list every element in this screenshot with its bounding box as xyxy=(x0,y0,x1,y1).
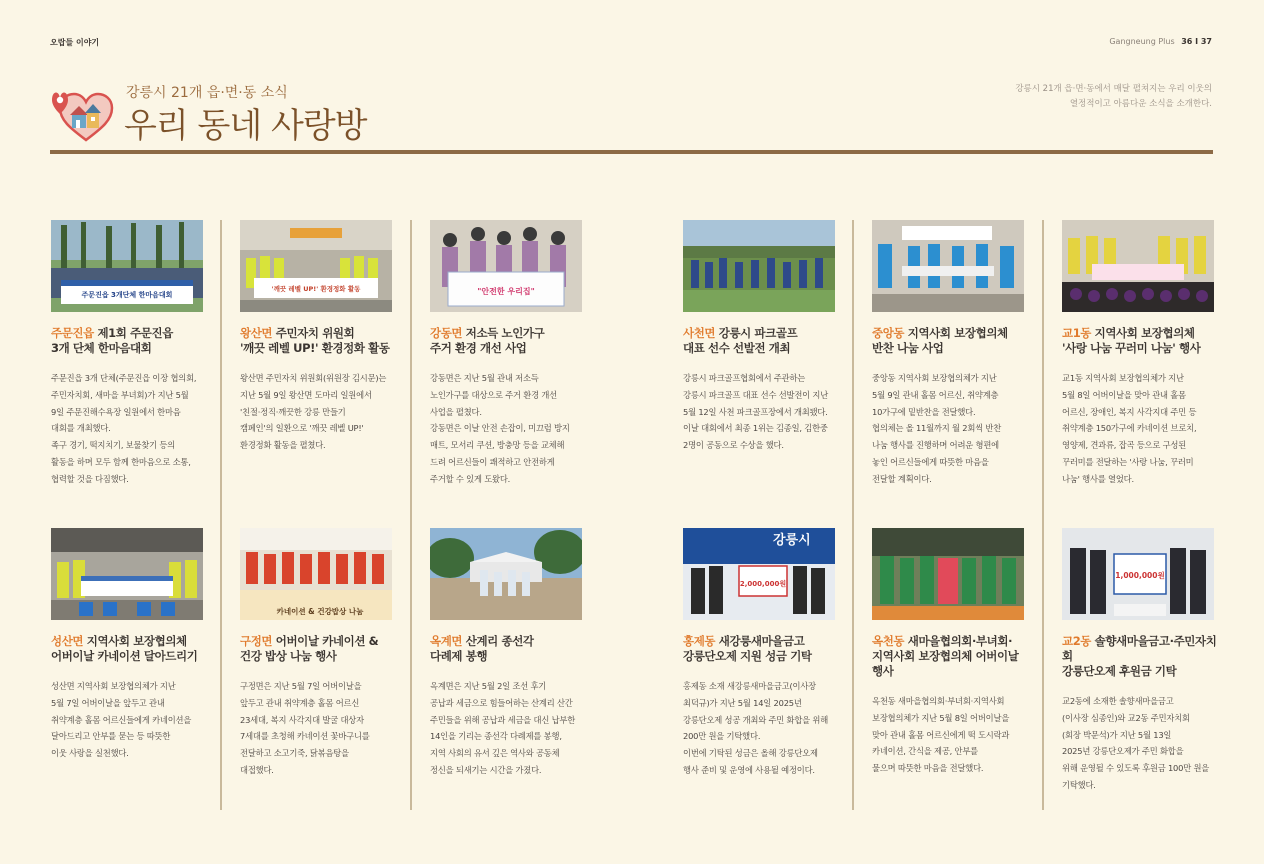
body-line: 지역 사회의 유서 깊은 역사와 공동체 xyxy=(430,748,560,759)
body-line: 강릉시 파크골프 대표 선수 선발전이 지난 xyxy=(683,389,829,400)
card-body xyxy=(430,370,585,488)
body-line: 사업을 펼쳤다. xyxy=(430,406,482,417)
body-line: 행사 준비 및 운영에 사용될 예정이다. xyxy=(683,764,815,775)
body-line: 기탁했다. xyxy=(1062,779,1096,790)
title-line: 산계리 종선각 xyxy=(465,634,534,648)
card-title xyxy=(683,634,838,664)
body-line: 2명이 공동으로 수상을 했다. xyxy=(683,440,784,451)
body-line: 이번에 기탁된 성금은 올해 강릉단오제 xyxy=(683,748,818,759)
card-title xyxy=(51,634,206,664)
card-body xyxy=(240,370,395,454)
news-card xyxy=(872,220,1027,488)
body-line: 맞아 관내 홀몸 어르신에게 떡 도시락과 xyxy=(872,729,1010,740)
body-line: 5월 9일 관내 홀몸 어르신, 취약계층 xyxy=(872,389,999,400)
body-line: 14인을 기리는 종선각 다례제를 봉행, xyxy=(430,731,562,742)
body-line: 옥천동 새마을협의회·부녀회·지역사회 xyxy=(872,696,1005,706)
news-photo xyxy=(430,220,582,312)
body-line: 강릉단오제 성공 개최와 주민 화합을 위해 xyxy=(683,714,829,725)
title-line: 주거 환경 개선 사업 xyxy=(430,341,527,355)
place-name: 교1동 xyxy=(1062,326,1092,340)
body-line: 노인가구를 대상으로 주거 환경 개선 xyxy=(430,389,557,400)
place-name: 옥천동 xyxy=(872,634,905,648)
card-body xyxy=(51,678,206,762)
title-line: 저소득 노인가구 xyxy=(465,326,545,340)
body-line: 주문진읍 3개 단체(주문진읍 이장 협의회, xyxy=(51,373,197,383)
body-line: 활동을 하며 모두 함께 한마음으로 소통, xyxy=(51,456,191,467)
title-line: 대표 선수 선발전 개최 xyxy=(683,341,791,355)
title-line: 새마을협의회·부녀회· xyxy=(907,634,1013,648)
title-line: 지역사회 보장협의체 xyxy=(86,634,187,648)
title-line: 어버이날 카네이션 & xyxy=(275,634,379,648)
place-name: 구정면 xyxy=(240,634,273,648)
news-card xyxy=(51,528,206,762)
card-body xyxy=(240,678,395,779)
intro-line: 강릉시 21개 읍·면·동에서 매달 펼쳐지는 우리 이웃의 xyxy=(1015,84,1212,94)
photo-city-text: 강릉시 xyxy=(773,533,811,548)
title-line: '깨끗 레벨 UP!' 환경정화 활동 xyxy=(240,341,390,355)
body-line: 꾸러미를 전달하는 '사랑 나눔, 꾸러미 xyxy=(1062,456,1194,467)
news-photo xyxy=(872,528,1024,620)
page-numbers: 36 I 37 xyxy=(1181,37,1212,46)
body-line: 중앙동 지역사회 보장협의체가 지난 xyxy=(872,373,997,383)
body-line: 왕산면 주민자치 위원회(위원장 김시문)는 xyxy=(240,373,387,383)
news-photo xyxy=(240,528,392,620)
body-line: 족구 경기, 떡지치기, 보물찾기 등의 xyxy=(51,440,176,451)
page-number-area xyxy=(1109,37,1212,46)
intro-line: 열정적이고 아름다운 소식을 소개한다. xyxy=(1069,99,1212,109)
title-line: 주민자치 위원회 xyxy=(275,326,355,340)
body-line: 카네이션, 간식을 제공, 안부를 xyxy=(872,746,978,757)
body-line: 강동면은 지난 5월 관내 저소득 xyxy=(430,373,539,383)
body-line: 이웃 사랑을 실천했다. xyxy=(51,748,129,759)
body-line: 전달하고 소고기죽, 닭볶음탕을 xyxy=(240,748,349,759)
body-line: (회장 박문석)가 지난 5월 13일 xyxy=(1062,729,1172,740)
card-title xyxy=(872,634,1027,679)
body-line: 9일 주문진해수욕장 일원에서 한마음 xyxy=(51,406,181,417)
body-line: 협력할 것을 다짐했다. xyxy=(51,473,129,484)
body-line: 드려 어르신들이 쾌적하고 안전하게 xyxy=(430,456,555,467)
card-title xyxy=(1062,326,1217,356)
title-line: 강릉단오제 지원 성금 기탁 xyxy=(683,649,812,663)
body-line: 대접했다. xyxy=(240,764,274,775)
card-body xyxy=(1062,370,1217,488)
body-line: 달아드리고 안부를 묻는 등 따뜻한 xyxy=(51,731,171,742)
news-photo xyxy=(1062,220,1214,312)
body-line: 5월 7일 어버이날을 앞두고 관내 xyxy=(51,697,165,708)
news-card xyxy=(51,220,206,488)
news-card xyxy=(1062,528,1217,794)
title-line: 지역사회 보장협의체 xyxy=(1094,326,1195,340)
body-line: 주민들을 위해 공납과 세금을 대신 납부한 xyxy=(430,714,576,725)
body-line: 성산면 지역사회 보장협의체가 지난 xyxy=(51,681,176,691)
news-card xyxy=(872,528,1027,777)
news-photo xyxy=(1062,528,1214,620)
body-line: 협의체는 올 11월까지 월 2회씩 반찬 xyxy=(872,423,1002,434)
body-line: 공납과 세금으로 힘들어하는 산계리 산간 xyxy=(430,697,573,708)
body-line: 5월 12일 사천 파크골프장에서 개최됐다. xyxy=(683,406,828,417)
title-line: 어버이날 카네이션 달아드리기 xyxy=(51,649,198,663)
card-body xyxy=(1062,693,1217,794)
title-line: 솔향새마을금고·주민자치회 xyxy=(1062,634,1217,663)
card-title xyxy=(430,634,585,664)
news-photo xyxy=(430,528,582,620)
body-line: 최덕규)가 지난 5월 14일 2025년 xyxy=(683,697,802,708)
body-line: 나눔 행사를 진행하며 어려운 형편에 xyxy=(872,440,999,451)
body-line: (이사장 심종인)와 교2동 주민자치회 xyxy=(1062,712,1190,723)
body-line: 주거할 수 있게 도왔다. xyxy=(430,473,511,484)
place-name: 왕산면 xyxy=(240,326,273,340)
news-card xyxy=(683,528,838,779)
body-line: 강동면은 이날 안전 손잡이, 미끄럼 방지 xyxy=(430,423,570,434)
photo-check-text: 1,000,000원 xyxy=(1115,571,1165,580)
card-body xyxy=(430,678,585,779)
column-divider xyxy=(220,220,222,810)
place-name: 홍제동 xyxy=(683,634,716,648)
body-line: 200만 원을 기탁했다. xyxy=(683,731,761,742)
place-name: 교2동 xyxy=(1062,634,1092,648)
body-line: 5월 8일 어버이날을 맞아 관내 홀몸 xyxy=(1062,389,1186,400)
title-divider xyxy=(50,150,1213,154)
photo-banner-text: 카네이션 & 건강밥상 나눔 xyxy=(276,607,364,616)
title-line: 새강릉새마을금고 xyxy=(718,634,805,648)
body-line: 교2동에 소재한 솔향새마을금고 xyxy=(1062,696,1174,706)
body-line: 캠페인'의 일환으로 '깨끗 레벨 UP!' xyxy=(240,423,364,434)
card-title xyxy=(240,326,395,356)
heart-house-icon xyxy=(50,84,116,144)
body-line: 취약계층 홀몸 어르신들에게 카네이션을 xyxy=(51,714,192,725)
place-name: 강동면 xyxy=(430,326,463,340)
photo-banner-text: '깨끗 레벨 UP!' 환경정화 활동 xyxy=(271,285,361,293)
body-line: 홍제동 소재 새강릉새마을금고(이사장 xyxy=(683,681,816,691)
news-photo xyxy=(683,220,835,312)
photo-banner-text: 주문진읍 3개단체 한마음대회 xyxy=(81,291,173,299)
news-card xyxy=(430,528,585,779)
news-photo xyxy=(240,220,392,312)
body-line: 23세대, 복지 사각지대 발굴 대상자 xyxy=(240,714,364,725)
body-line: 구정면은 지난 5월 7일 어버이날을 xyxy=(240,681,362,691)
page-title: 우리 동네 사랑방 xyxy=(124,106,367,146)
body-line: 주민자치회, 새마을 부녀회)가 지난 5월 xyxy=(51,389,189,400)
news-photo xyxy=(51,220,203,312)
news-card xyxy=(1062,220,1217,488)
news-photo xyxy=(51,528,203,620)
body-line: 물으며 따뜻한 마음을 전달했다. xyxy=(872,763,984,774)
body-line: 나눔' 행사를 열었다. xyxy=(1062,473,1134,484)
body-line: 옥계면은 지난 5월 2일 조선 후기 xyxy=(430,681,547,691)
card-body xyxy=(683,678,838,779)
body-line: 10가구에 밑반찬을 전달했다. xyxy=(872,406,976,417)
section-subtitle: 강릉시 21개 읍·면·동 소식 xyxy=(126,85,288,101)
intro-text xyxy=(972,82,1212,112)
title-line: '사랑 나눔 꾸러미 나눔' 행사 xyxy=(1062,341,1201,355)
title-line: 지역사회 보장협의체 어버이날 행사 xyxy=(872,649,1019,678)
body-line: 영양제, 견과류, 잡곡 등으로 구성된 xyxy=(1062,440,1187,451)
card-title xyxy=(430,326,585,356)
card-title xyxy=(1062,634,1217,679)
body-line: 매트, 모서리 쿠션, 방충망 등을 교체해 xyxy=(430,440,565,451)
column-divider xyxy=(852,220,854,810)
body-line: 전달할 계획이다. xyxy=(872,473,932,484)
body-line: 놓인 어르신들에게 따뜻한 마음을 xyxy=(872,456,989,467)
body-line: 2025년 강릉단오제가 주민 화합을 xyxy=(1062,746,1184,757)
card-body xyxy=(872,370,1027,488)
card-title xyxy=(683,326,838,356)
news-card xyxy=(240,220,395,454)
body-line: 대회를 개최했다. xyxy=(51,423,111,434)
photo-banner-text: "안전한 우리집" xyxy=(477,287,535,296)
title-line: 강릉단오제 후원금 기탁 xyxy=(1062,664,1177,678)
place-name: 주문진읍 xyxy=(51,326,94,340)
body-line: 7세대를 초청해 카네이션 꽃바구니를 xyxy=(240,731,370,742)
title-line: 3개 단체 한마음대회 xyxy=(51,341,152,355)
body-line: 교1동 지역사회 보장협의체가 지난 xyxy=(1062,373,1184,383)
card-body xyxy=(872,693,1027,777)
card-body xyxy=(51,370,206,488)
news-photo xyxy=(683,528,835,620)
body-line: 이날 대회에서 최종 1위는 김종일, 김한중 xyxy=(683,423,828,434)
card-title xyxy=(51,326,206,356)
place-name: 옥계면 xyxy=(430,634,463,648)
news-card xyxy=(683,220,838,454)
title-line: 지역사회 보장협의체 xyxy=(907,326,1008,340)
body-line: 위해 운영될 수 있도록 후원금 100만 원을 xyxy=(1062,763,1210,774)
news-card xyxy=(240,528,395,779)
body-line: 앞두고 관내 취약계층 홀몸 어르신 xyxy=(240,697,360,708)
card-title xyxy=(240,634,395,664)
body-line: 보장협의체가 지난 5월 8일 어버이날을 xyxy=(872,712,1010,723)
place-name: 사천면 xyxy=(683,326,716,340)
column-divider xyxy=(1042,220,1044,810)
column-divider xyxy=(410,220,412,810)
body-line: 정신을 되새기는 시간을 가졌다. xyxy=(430,764,542,775)
body-line: 지난 5월 9일 왕산면 도마리 일원에서 xyxy=(240,389,372,400)
title-line: 다례제 봉행 xyxy=(430,649,488,663)
magazine-name: Gangneung Plus xyxy=(1109,37,1175,46)
title-line: 제1회 주문진읍 xyxy=(97,326,173,340)
section-label: 오랍들 이야기 xyxy=(50,38,100,47)
title-line: 반찬 나눔 사업 xyxy=(872,341,944,355)
card-body xyxy=(683,370,838,454)
body-line: 취약계층 150가구에 카네이션 브로치, xyxy=(1062,423,1197,434)
body-line: 어르신, 장애인, 복지 사각지대 주민 등 xyxy=(1062,406,1197,417)
body-line: 환경정화 활동을 펼쳤다. xyxy=(240,440,326,451)
title-line: 건강 밥상 나눔 행사 xyxy=(240,649,337,663)
photo-check-text: 2,000,000원 xyxy=(739,580,787,588)
news-card xyxy=(430,220,585,488)
body-line: 강릉시 파크골프협회에서 주관하는 xyxy=(683,373,806,383)
place-name: 중앙동 xyxy=(872,326,905,340)
body-line: '친절·정직·깨끗한 강릉 만들기 xyxy=(240,406,346,417)
card-title xyxy=(872,326,1027,356)
place-name: 성산면 xyxy=(51,634,84,648)
title-line: 강릉시 파크골프 xyxy=(718,326,798,340)
news-photo xyxy=(872,220,1024,312)
